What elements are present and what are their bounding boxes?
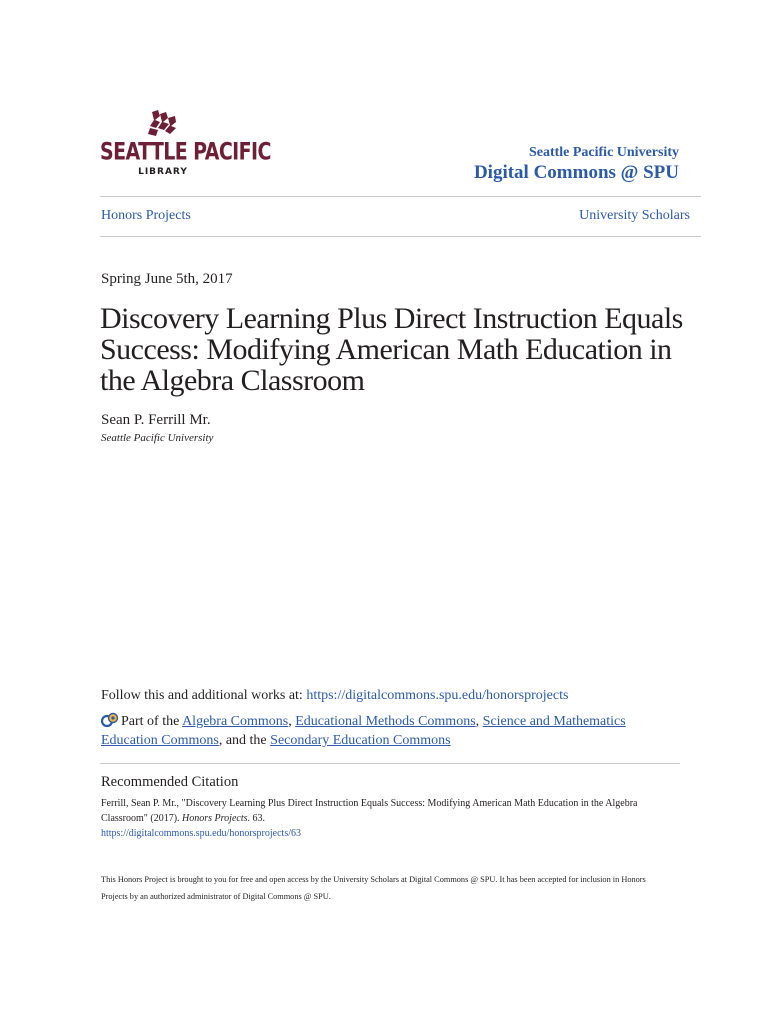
citation-block [101,796,671,841]
seattle-pacific-library-logo [100,108,271,180]
citation-number: . 63. [247,813,265,824]
follow-line [101,688,568,704]
community-link[interactable]: University Scholars [579,208,690,223]
network-icon [101,712,119,728]
spu-flame-emblem-icon [100,108,230,138]
citation-text: Ferrill, Sean P. Mr., "Discovery Learning Plus Direct Instruction Equals Success: Modifying American Math Education in the Algebra Classroom" (2017). [101,798,638,824]
nav-divider [100,236,701,237]
separator: , [475,714,480,729]
follow-url-link[interactable]: https://digitalcommons.spu.edu/honorsprojects [306,688,569,703]
access-notice: This Honors Project is brought to you for free and open access by the University Scholars at Digital Commons @ SPU. It has been accepted for inclusion in Honors Projects by an authorized administrator of Digital Commons @ SPU. [101,875,646,901]
author-affiliation: Seattle Pacific University [101,432,214,444]
collection-link[interactable]: Honors Projects [101,208,191,223]
publication-date: Spring June 5th, 2017 [101,271,233,287]
citation-heading: Recommended Citation [101,774,239,790]
citation-url-link[interactable]: https://digitalcommons.spu.edu/honorsprojects/63 [101,828,301,839]
logo-subtitle: LIBRARY [138,167,188,177]
university-name[interactable]: Seattle Pacific University [528,145,679,160]
citation-series: Honors Projects [182,813,248,824]
part-of-prefix: Part of the [121,714,180,729]
part-of-disciplines [101,712,671,750]
algebra-commons-link[interactable]: Algebra Commons [182,714,289,729]
author-name: Sean P. Ferrill Mr. [101,412,211,428]
header-divider [100,196,701,197]
conjunction: , and the [218,733,267,748]
secondary-education-commons-link[interactable]: Secondary Education Commons [270,733,451,748]
repository-name[interactable]: Digital Commons @ SPU [473,162,679,183]
document-title: Discovery Learning Plus Direct Instruction Equals Success: Modifying American Math Education in the Algebra Classroom [100,302,683,397]
educational-methods-commons-link[interactable]: Educational Methods Commons [295,714,476,729]
logo-title: SEATTLE PACIFIC [100,138,271,166]
follow-label: Follow this and additional works at: [101,688,303,703]
citation-divider [100,763,680,764]
separator: , [288,714,292,729]
science-math-education-commons-link[interactable]: Science and Mathematics Education Commons [101,714,626,748]
